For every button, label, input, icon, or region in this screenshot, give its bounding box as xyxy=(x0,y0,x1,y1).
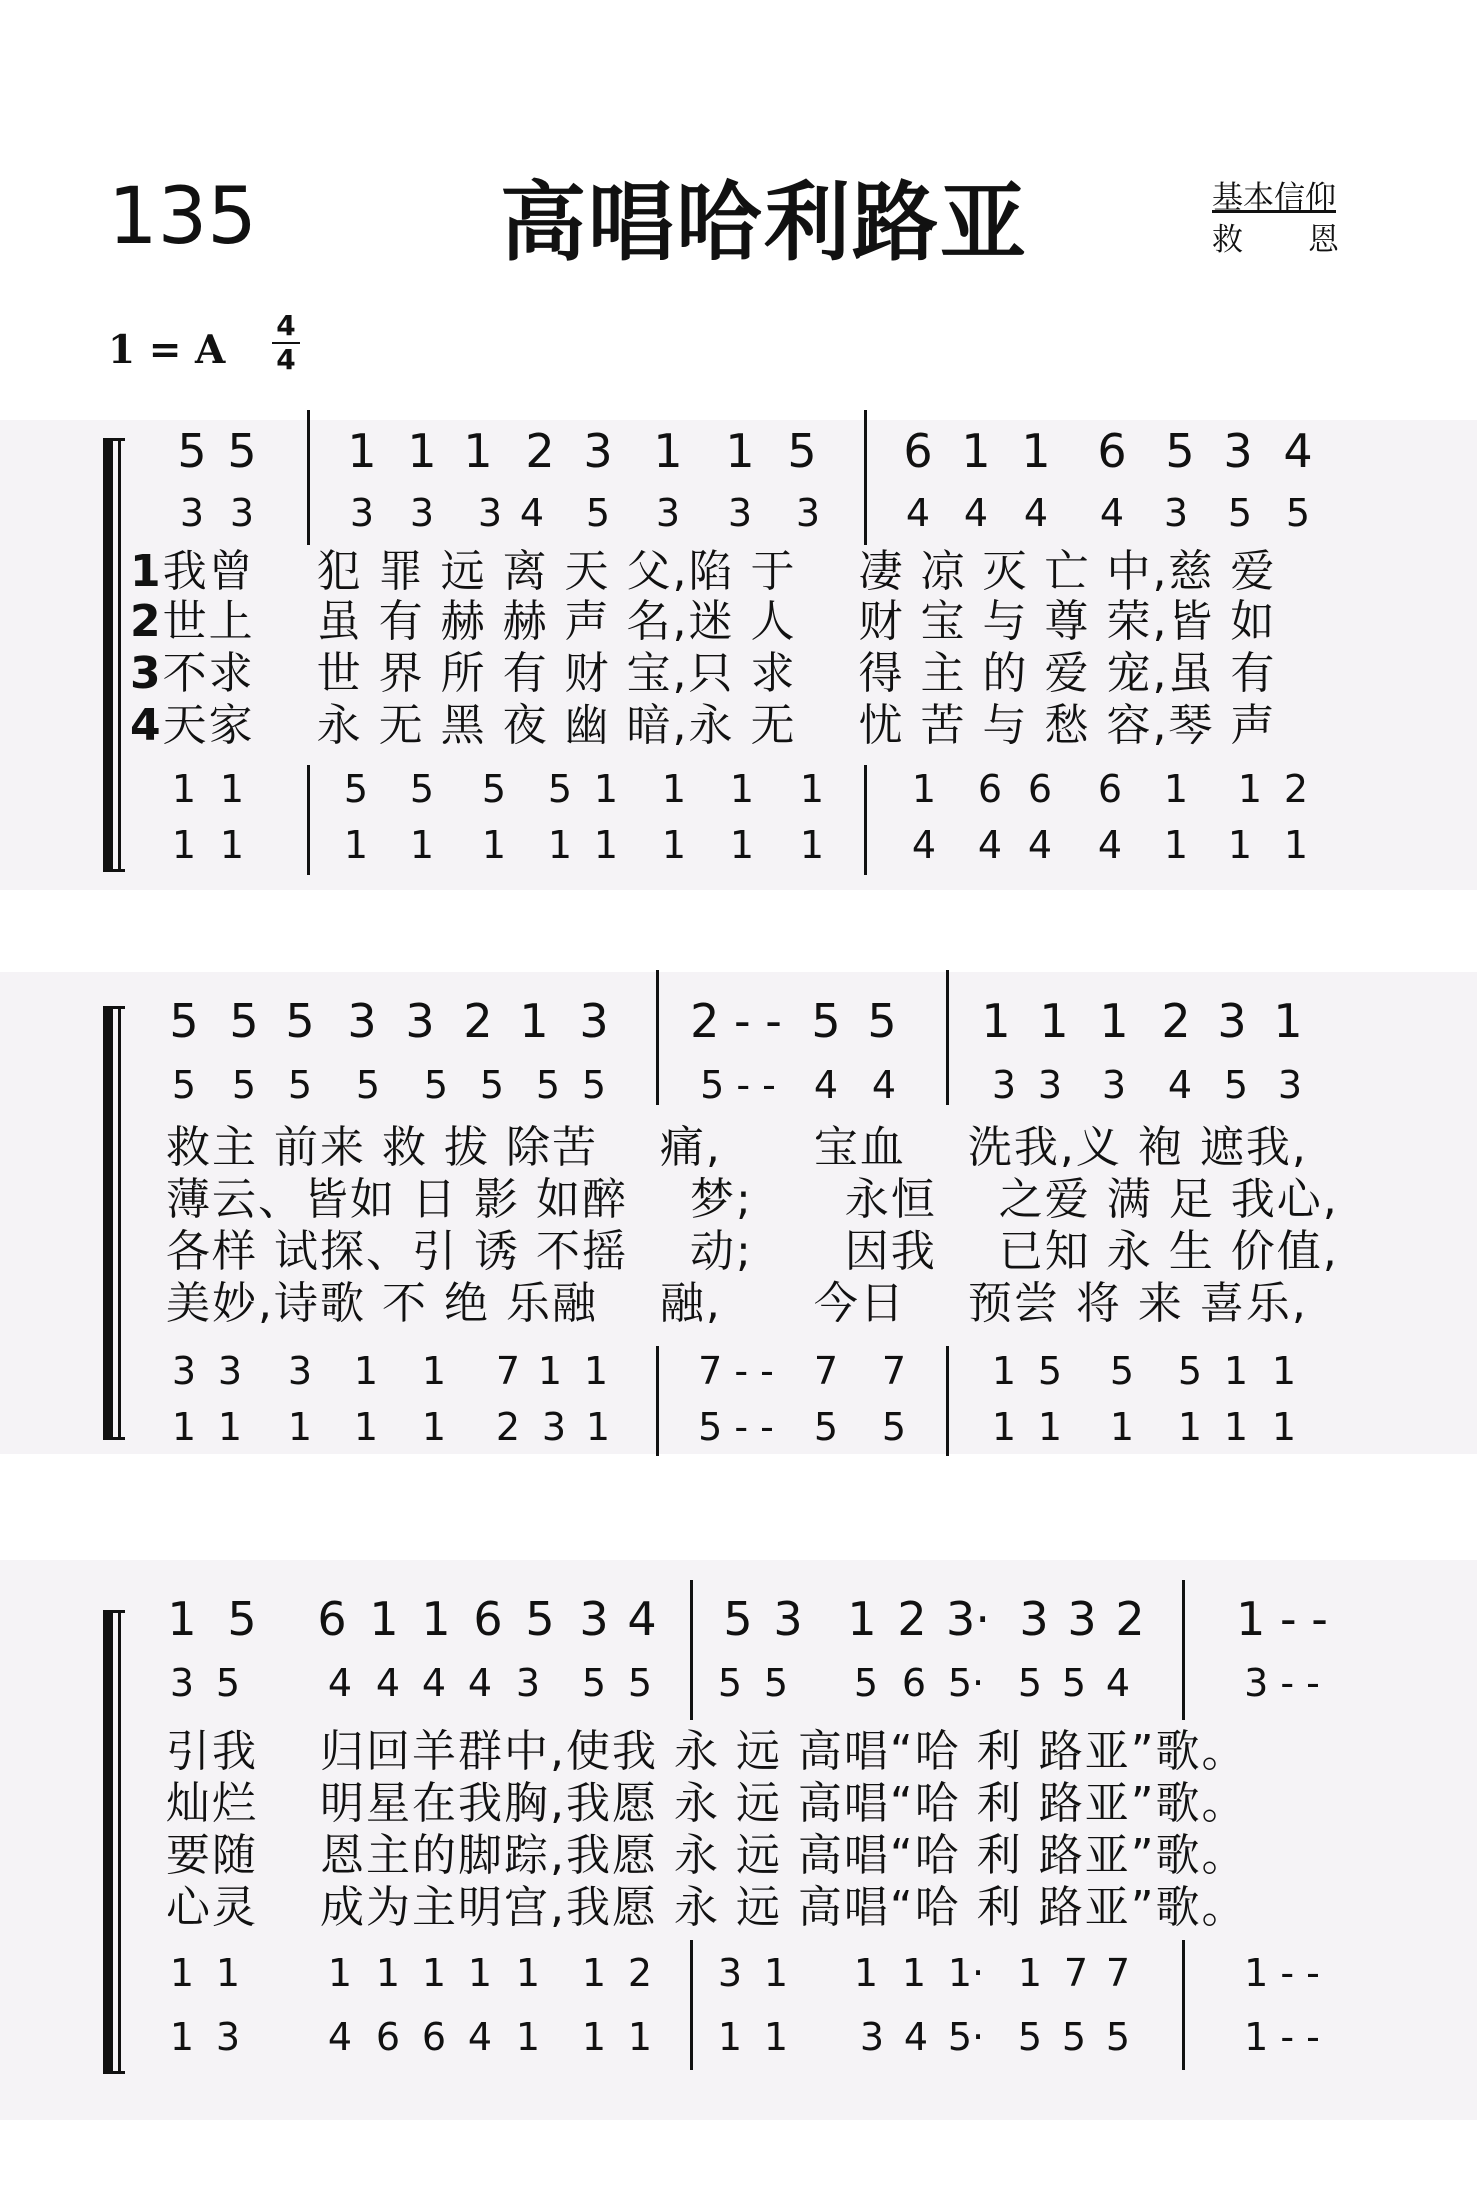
barline xyxy=(307,765,310,875)
tenor-note: 1 xyxy=(537,1349,563,1393)
tenor-note: 1 xyxy=(853,1951,879,1995)
alto-note: 4 xyxy=(327,1661,353,1705)
melody-note: 2 - - xyxy=(690,994,782,1048)
melody-note: 3 xyxy=(1223,424,1253,478)
melody-note: 1 xyxy=(1273,994,1303,1048)
bass-note: 1 xyxy=(409,823,435,867)
bass-note: 1 xyxy=(1109,1405,1135,1449)
bass-note: 1 xyxy=(217,1405,243,1449)
hymn-title: 高唱哈利路亚 xyxy=(500,173,1028,273)
melody-note: 5 xyxy=(1165,424,1195,478)
tenor-note: 1 xyxy=(581,1951,607,1995)
verse-number: 1 xyxy=(130,546,163,597)
bass-note: 1 xyxy=(1163,823,1189,867)
barline xyxy=(864,410,867,545)
tenor-note: 1 xyxy=(661,767,687,811)
bass-note: 5 xyxy=(1105,2015,1131,2059)
bass-note: 4 xyxy=(467,2015,493,2059)
tenor-note: 5 xyxy=(481,767,507,811)
tenor-note: 3 xyxy=(217,1349,243,1393)
barline xyxy=(690,1580,693,1720)
tenor-note: 2 xyxy=(627,1951,653,1995)
melody-note: 6 xyxy=(317,1592,347,1646)
melody-note: 1 xyxy=(847,1592,877,1646)
tenor-note: 1 xyxy=(1271,1349,1297,1393)
bass-note: 1 xyxy=(1223,1405,1249,1449)
bass-note: 1 xyxy=(1037,1405,1063,1449)
bass-note: 1 xyxy=(287,1405,313,1449)
tenor-note: 1 xyxy=(1163,767,1189,811)
alto-note: 3 xyxy=(795,491,821,535)
bass-note: 2 xyxy=(495,1405,521,1449)
tenor-note: 5 xyxy=(409,767,435,811)
tenor-note: 1 xyxy=(353,1349,379,1393)
category-label: 基本信仰 xyxy=(1212,180,1336,216)
bass-note: 3 xyxy=(859,2015,885,2059)
tenor-note: 1· xyxy=(947,1951,985,1995)
melody-note: 3· xyxy=(946,1592,990,1646)
melody-note: 3 xyxy=(773,1592,803,1646)
tenor-note: 1 xyxy=(375,1951,401,1995)
tenor-note: 5 xyxy=(547,767,573,811)
time-signature-bottom: 4 xyxy=(276,343,296,376)
melody-note: 5 xyxy=(169,994,199,1048)
barline xyxy=(307,410,310,545)
melody-note: 1 xyxy=(421,1592,451,1646)
lyric-line-3: 3不求 世 界 所 有 财 宝,只 求 得 主 的 爱 宠,虽 有 xyxy=(130,648,1277,699)
tenor-note: 1 xyxy=(327,1951,353,1995)
alto-note: 5 xyxy=(1017,1661,1043,1705)
tenor-note: 7 - - xyxy=(698,1349,774,1393)
alto-note: 6 xyxy=(901,1661,927,1705)
tenor-note: 5 xyxy=(1037,1349,1063,1393)
melody-note: 2 xyxy=(897,1592,927,1646)
bass-note: 6 xyxy=(375,2015,401,2059)
melody-note: 2 xyxy=(463,994,493,1048)
alto-note: 5 xyxy=(231,1063,257,1107)
melody-note: 5 xyxy=(787,424,817,478)
lyric-line-2: 灿烂 明星在我胸,我愿 永 远 高唱“哈 利 路亚”歌。 xyxy=(166,1778,1248,1829)
alto-note: 5 xyxy=(853,1661,879,1705)
alto-note: 4 xyxy=(1167,1063,1193,1107)
barline xyxy=(656,970,659,1105)
bass-note: 1 xyxy=(219,823,245,867)
melody-note: 5 xyxy=(227,1592,257,1646)
melody-note: 1 xyxy=(519,994,549,1048)
bass-note: 1 xyxy=(585,1405,611,1449)
bass-note: 1 xyxy=(547,823,573,867)
melody-note: 3 xyxy=(405,994,435,1048)
melody-note: 1 xyxy=(407,424,437,478)
alto-note: 5 xyxy=(535,1063,561,1107)
bass-note: 1 xyxy=(1283,823,1309,867)
alto-note: 4 xyxy=(1023,491,1049,535)
melody-note: 5 xyxy=(227,424,257,478)
tenor-note: 6 xyxy=(1097,767,1123,811)
barline xyxy=(1182,1940,1185,2070)
alto-note: 5 xyxy=(763,1661,789,1705)
melody-note: 1 - - xyxy=(1236,1592,1328,1646)
alto-note: 5 xyxy=(423,1063,449,1107)
bass-note: 5 xyxy=(813,1405,839,1449)
bass-note: 4 xyxy=(1027,823,1053,867)
alto-note: 4 xyxy=(813,1063,839,1107)
bass-note: 4 xyxy=(911,823,937,867)
tenor-note: 1 xyxy=(593,767,619,811)
melody-note: 5 xyxy=(229,994,259,1048)
melody-note: 3 xyxy=(579,1592,609,1646)
alto-note: 3 xyxy=(1163,491,1189,535)
bass-note: 4 xyxy=(903,2015,929,2059)
alto-note: 3 xyxy=(169,1661,195,1705)
bass-note: 1 xyxy=(1271,1405,1297,1449)
alto-note: 5 xyxy=(1285,491,1311,535)
bass-note: 4 xyxy=(327,2015,353,2059)
lyric-line-2: 2世上 虽 有 赫 赫 声 名,迷 人 财 宝 与 尊 荣,皆 如 xyxy=(130,596,1277,647)
bass-note: 4 xyxy=(1097,823,1123,867)
bass-note: 1 - - xyxy=(1244,2015,1320,2059)
tenor-note: 2 xyxy=(1283,767,1309,811)
hymn-number: 135 xyxy=(108,172,257,262)
melody-note: 1 xyxy=(981,994,1011,1048)
melody-note: 1 xyxy=(369,1592,399,1646)
tenor-note: 1 xyxy=(991,1349,1017,1393)
alto-note: 3 xyxy=(1101,1063,1127,1107)
tenor-note: 1 xyxy=(583,1349,609,1393)
subcategory-label: 救 恩 xyxy=(1212,222,1340,258)
bass-note: 1 xyxy=(1177,1405,1203,1449)
bass-note: 1 xyxy=(481,823,507,867)
verse-number: 2 xyxy=(130,596,163,647)
alto-note: 3 xyxy=(727,491,753,535)
tenor-note: 3 xyxy=(717,1951,743,1995)
system-brace xyxy=(103,438,113,872)
tenor-note: 1 xyxy=(911,767,937,811)
lyric-line-3: 要随 恩主的脚踪,我愿 永 远 高唱“哈 利 路亚”歌。 xyxy=(166,1830,1248,1881)
melody-note: 3 xyxy=(1217,994,1247,1048)
bass-note: 1 xyxy=(581,2015,607,2059)
bass-note: 5· xyxy=(947,2015,985,2059)
lyric-line-4: 4天家 永 无 黑 夜 幽 暗,永 无 忧 苦 与 愁 容,琴 声 xyxy=(130,700,1277,751)
alto-note: 4 xyxy=(467,1661,493,1705)
tenor-note: 1 xyxy=(515,1951,541,1995)
alto-note: 4 xyxy=(1099,491,1125,535)
alto-note: 4 xyxy=(905,491,931,535)
barline xyxy=(946,1346,949,1456)
bass-note: 1 xyxy=(593,823,619,867)
tenor-note: 1 xyxy=(467,1951,493,1995)
melody-note: 1 xyxy=(463,424,493,478)
bass-note: 1 xyxy=(171,1405,197,1449)
melody-note: 1 xyxy=(347,424,377,478)
tenor-note: 1 xyxy=(763,1951,789,1995)
bass-note: 5 xyxy=(1061,2015,1087,2059)
alto-note: 4 xyxy=(519,491,545,535)
system-brace-line xyxy=(118,1610,121,2074)
bass-note: 1 xyxy=(799,823,825,867)
bass-note: 1 xyxy=(991,1405,1017,1449)
alto-note: 5 - - xyxy=(700,1063,776,1107)
alto-note: 5 xyxy=(717,1661,743,1705)
bass-note: 4 xyxy=(977,823,1003,867)
alto-note: 4 xyxy=(1105,1661,1131,1705)
tenor-note: 7 xyxy=(1063,1951,1089,1995)
tenor-note: 7 xyxy=(1105,1951,1131,1995)
alto-note: 5 xyxy=(581,1063,607,1107)
melody-note: 1 xyxy=(725,424,755,478)
melody-note: 3 xyxy=(583,424,613,478)
melody-note: 4 xyxy=(627,1592,657,1646)
alto-note: 3 xyxy=(349,491,375,535)
bass-note: 1 xyxy=(353,1405,379,1449)
alto-note: 3 xyxy=(1037,1063,1063,1107)
tenor-note: 1 xyxy=(215,1951,241,1995)
alto-note: 3 xyxy=(655,491,681,535)
bass-note: 1 xyxy=(1227,823,1253,867)
lyric-line-1: 1我曾 犯 罪 远 离 天 父,陷 于 凄 凉 灭 亡 中,慈 爱 xyxy=(130,546,1277,597)
key-signature: 1 = A xyxy=(108,327,226,373)
tenor-note: 1 xyxy=(169,1951,195,1995)
alto-note: 5· xyxy=(947,1661,985,1705)
melody-note: 5 xyxy=(285,994,315,1048)
barline xyxy=(1182,1580,1185,1720)
melody-note: 6 xyxy=(903,424,933,478)
melody-note: 2 xyxy=(1115,1592,1145,1646)
bass-note: 1 xyxy=(627,2015,653,2059)
alto-note: 5 xyxy=(1061,1661,1087,1705)
melody-note: 3 xyxy=(579,994,609,1048)
tenor-note: 1 xyxy=(1017,1951,1043,1995)
lyric-line-1: 救主 前来 救 拔 除苦 痛, 宝血 洗我,义 袍 遮我, xyxy=(166,1122,1308,1173)
tenor-note: 1 xyxy=(901,1951,927,1995)
alto-note: 4 xyxy=(963,491,989,535)
alto-note: 3 xyxy=(477,491,503,535)
lyric-line-3: 各样 试探、引 诱 不摇 动; 因我 已知 永 生 价值, xyxy=(166,1226,1339,1277)
bass-note: 1 xyxy=(717,2015,743,2059)
bass-note: 6 xyxy=(421,2015,447,2059)
system-brace xyxy=(103,1610,113,2074)
alto-note: 3 xyxy=(1277,1063,1303,1107)
alto-note: 3 xyxy=(991,1063,1017,1107)
alto-note: 3 - - xyxy=(1244,1661,1320,1705)
melody-note: 3 xyxy=(1067,1592,1097,1646)
tenor-note: 1 xyxy=(1237,767,1263,811)
bass-note: 1 xyxy=(169,2015,195,2059)
bass-note: 5 xyxy=(881,1405,907,1449)
tenor-note: 1 xyxy=(799,767,825,811)
tenor-note: 1 xyxy=(219,767,245,811)
tenor-note: 7 xyxy=(495,1349,521,1393)
melody-note: 5 xyxy=(867,994,897,1048)
system-brace xyxy=(103,1006,113,1440)
bass-note: 1 xyxy=(661,823,687,867)
system-brace-line xyxy=(118,438,121,872)
tenor-note: 7 xyxy=(813,1349,839,1393)
tenor-note: 3 xyxy=(171,1349,197,1393)
tenor-note: 7 xyxy=(881,1349,907,1393)
barline xyxy=(690,1940,693,2070)
melody-note: 1 xyxy=(961,424,991,478)
alto-note: 5 xyxy=(171,1063,197,1107)
lyric-line-2: 薄云、皆如 日 影 如醉 梦; 永恒 之爱 满 足 我心, xyxy=(166,1174,1339,1225)
alto-note: 5 xyxy=(215,1661,241,1705)
melody-note: 5 xyxy=(177,424,207,478)
melody-note: 6 xyxy=(473,1592,503,1646)
tenor-note: 1 - - xyxy=(1244,1951,1320,1995)
melody-note: 1 xyxy=(167,1592,197,1646)
verse-number: 3 xyxy=(130,648,163,699)
alto-note: 3 xyxy=(179,491,205,535)
alto-note: 5 xyxy=(355,1063,381,1107)
alto-note: 3 xyxy=(409,491,435,535)
bass-note: 5 - - xyxy=(698,1405,774,1449)
tenor-note: 1 xyxy=(1223,1349,1249,1393)
melody-note: 5 xyxy=(723,1592,753,1646)
melody-note: 1 xyxy=(1099,994,1129,1048)
alto-note: 4 xyxy=(421,1661,447,1705)
melody-note: 5 xyxy=(525,1592,555,1646)
alto-note: 5 xyxy=(287,1063,313,1107)
verse-number: 4 xyxy=(130,700,163,751)
alto-note: 3 xyxy=(229,491,255,535)
bass-note: 1 xyxy=(421,1405,447,1449)
barline xyxy=(946,970,949,1105)
melody-note: 3 xyxy=(1019,1592,1049,1646)
lyric-line-1: 引我 归回羊群中,使我 永 远 高唱“哈 利 路亚”歌。 xyxy=(166,1726,1248,1777)
bass-note: 3 xyxy=(541,1405,567,1449)
tenor-note: 3 xyxy=(287,1349,313,1393)
bass-note: 1 xyxy=(343,823,369,867)
tenor-note: 6 xyxy=(977,767,1003,811)
tenor-note: 5 xyxy=(1109,1349,1135,1393)
tenor-note: 1 xyxy=(171,767,197,811)
tenor-note: 1 xyxy=(421,1349,447,1393)
bass-note: 3 xyxy=(215,2015,241,2059)
melody-note: 2 xyxy=(1161,994,1191,1048)
melody-note: 1 xyxy=(1021,424,1051,478)
bass-note: 5 xyxy=(1017,2015,1043,2059)
lyric-line-4: 心灵 成为主明宫,我愿 永 远 高唱“哈 利 路亚”歌。 xyxy=(166,1882,1248,1933)
alto-note: 5 xyxy=(627,1661,653,1705)
bass-note: 1 xyxy=(729,823,755,867)
alto-note: 3 xyxy=(515,1661,541,1705)
tenor-note: 5 xyxy=(1177,1349,1203,1393)
melody-note: 3 xyxy=(347,994,377,1048)
alto-note: 4 xyxy=(871,1063,897,1107)
alto-note: 5 xyxy=(581,1661,607,1705)
melody-note: 2 xyxy=(525,424,555,478)
tenor-note: 1 xyxy=(729,767,755,811)
melody-note: 1 xyxy=(1039,994,1069,1048)
lyric-line-4: 美妙,诗歌 不 绝 乐融 融, 今日 预尝 将 来 喜乐, xyxy=(166,1278,1308,1329)
barline xyxy=(864,765,867,875)
bass-note: 1 xyxy=(763,2015,789,2059)
tenor-note: 5 xyxy=(343,767,369,811)
time-signature-top: 4 xyxy=(272,312,300,344)
bass-note: 1 xyxy=(515,2015,541,2059)
melody-note: 4 xyxy=(1283,424,1313,478)
tenor-note: 1 xyxy=(421,1951,447,1995)
melody-note: 6 xyxy=(1097,424,1127,478)
tenor-note: 6 xyxy=(1027,767,1053,811)
melody-note: 1 xyxy=(653,424,683,478)
alto-note: 5 xyxy=(1227,491,1253,535)
alto-note: 4 xyxy=(375,1661,401,1705)
alto-note: 5 xyxy=(585,491,611,535)
alto-note: 5 xyxy=(1223,1063,1249,1107)
bass-note: 1 xyxy=(171,823,197,867)
system-brace-line xyxy=(118,1006,121,1440)
melody-note: 5 xyxy=(811,994,841,1048)
barline xyxy=(656,1346,659,1456)
alto-note: 5 xyxy=(479,1063,505,1107)
